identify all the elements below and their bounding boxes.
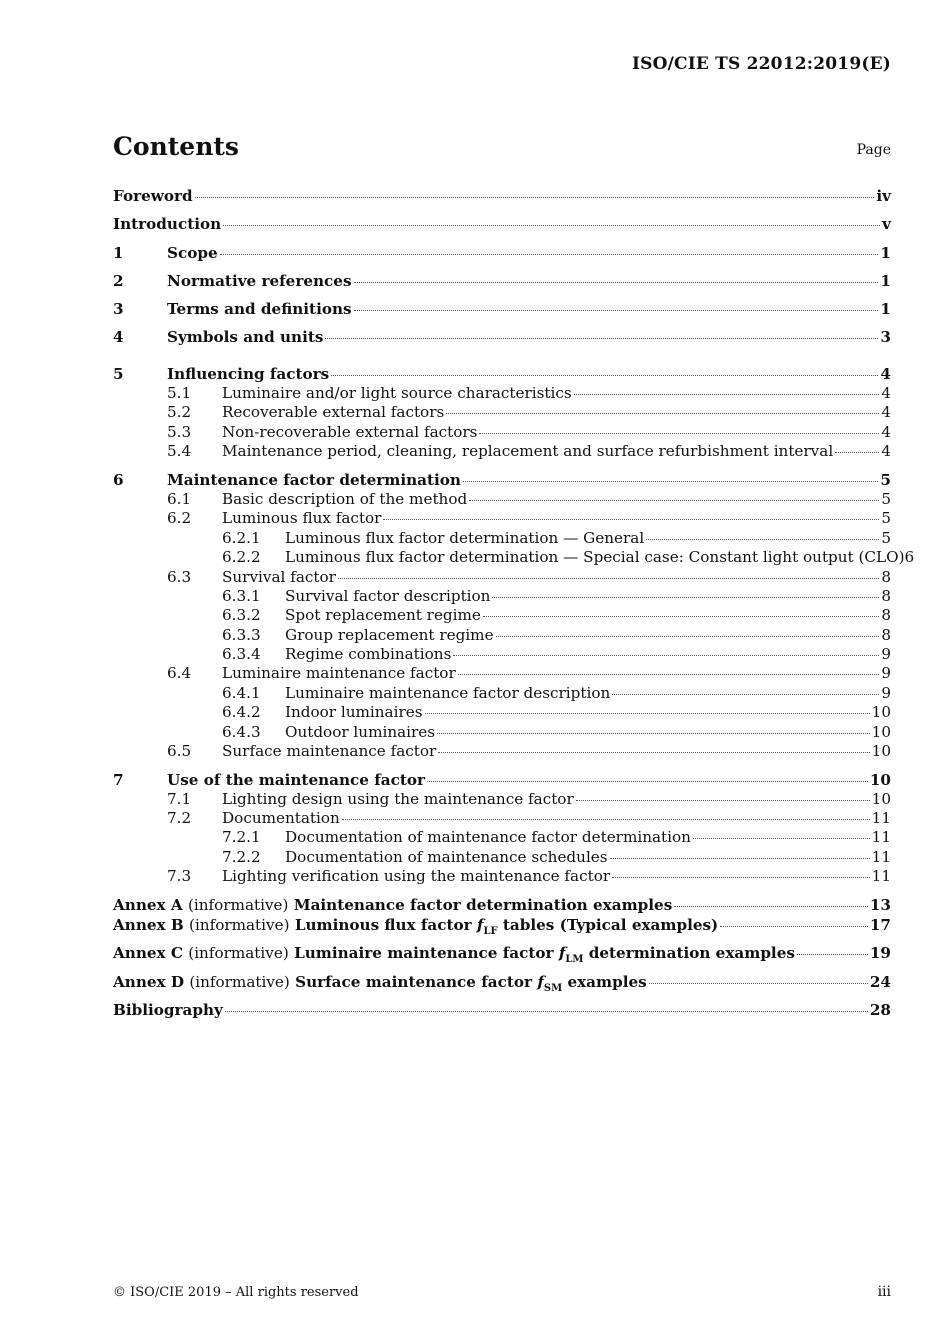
toc-entry-6-4-3[interactable] xyxy=(113,723,891,742)
toc-title xyxy=(113,943,795,970)
toc-page: 10 xyxy=(871,722,891,741)
dot-leader xyxy=(446,412,879,414)
dot-leader xyxy=(223,224,880,226)
toc-title: Bibliography xyxy=(113,1001,223,1020)
toc-page: 9 xyxy=(881,664,891,683)
toc-number: 6 xyxy=(113,470,124,489)
toc-title xyxy=(113,895,672,915)
toc-title: Survival factor description xyxy=(285,586,491,605)
toc-entry-6-2-1[interactable] xyxy=(113,529,891,548)
toc-page: 11 xyxy=(871,809,891,828)
toc-title xyxy=(113,915,718,942)
annex-type: (informative) xyxy=(188,944,289,963)
dot-leader xyxy=(646,538,879,540)
toc-page: 10 xyxy=(871,789,891,808)
annex-symbol: f xyxy=(476,915,484,934)
toc-page: 10 xyxy=(871,742,891,761)
toc-entry-annex-d[interactable] xyxy=(113,972,891,1001)
dot-leader xyxy=(576,799,870,801)
toc-entry-6-1[interactable] xyxy=(113,490,891,509)
toc-title: Indoor luminaires xyxy=(285,703,423,722)
annex-title-pre: Surface maintenance factor xyxy=(295,972,538,991)
annex-title-pre: Luminous flux factor xyxy=(294,915,477,934)
toc-title: Luminous flux factor xyxy=(222,509,382,528)
toc-title: Maintenance period, cleaning, replacement and surface refurbishment interval xyxy=(222,442,834,461)
dot-leader xyxy=(458,673,880,675)
toc-entry-6[interactable] xyxy=(113,470,891,490)
dot-leader xyxy=(325,337,878,339)
toc-number: 2 xyxy=(113,271,124,290)
toc-title: Lighting design using the maintenance factor xyxy=(222,789,574,808)
toc-page: 28 xyxy=(869,1001,891,1020)
document-id-header: ISO/CIE TS 22012:2019(E) xyxy=(631,54,891,74)
toc-title: Regime combinations xyxy=(285,645,452,664)
toc-page: 1 xyxy=(880,243,891,262)
toc-number: 7.1 xyxy=(167,789,192,808)
toc-title: Documentation of maintenance factor determination xyxy=(285,828,691,847)
toc-entry-6-5[interactable] xyxy=(113,742,891,761)
annex-title-post: examples xyxy=(562,972,647,991)
contents-heading: Contents xyxy=(113,132,240,161)
toc-entry-5-1[interactable] xyxy=(113,384,891,403)
toc-title: Symbols and units xyxy=(167,328,324,347)
toc-title: Influencing factors xyxy=(167,365,330,384)
toc-number: 1 xyxy=(113,243,124,262)
dot-leader xyxy=(354,281,879,283)
dot-leader xyxy=(469,499,879,501)
toc-title: Outdoor luminaires xyxy=(285,722,436,741)
toc-page: 10 xyxy=(869,770,891,789)
toc-number: 7 xyxy=(113,770,124,789)
toc-entry-bibliography[interactable] xyxy=(113,1000,891,1029)
dot-leader xyxy=(649,982,868,984)
toc-number: 6.2 xyxy=(167,509,192,528)
toc-page: v xyxy=(882,215,891,234)
toc-entry-6-3-1[interactable] xyxy=(113,587,891,606)
toc-title: Introduction xyxy=(113,215,222,234)
annex-type: (informative) xyxy=(189,915,290,934)
toc-page: 5 xyxy=(880,470,891,489)
toc-page: 3 xyxy=(880,328,891,347)
toc-page: 11 xyxy=(871,828,891,847)
toc-title: Spot replacement regime xyxy=(285,606,481,625)
toc-number: 6.4.3 xyxy=(222,722,261,741)
toc-number: 6.2.1 xyxy=(222,528,261,547)
toc-page: 8 xyxy=(881,567,891,586)
toc-title: Scope xyxy=(167,243,218,262)
toc-number: 6.1 xyxy=(167,489,192,508)
toc-entry-6-4-1[interactable] xyxy=(113,684,891,703)
toc-number: 6.3.2 xyxy=(222,606,261,625)
toc-page: 4 xyxy=(881,384,891,403)
toc-entry-3[interactable] xyxy=(113,299,891,327)
table-of-contents xyxy=(113,186,915,1029)
toc-entry-7-2-2[interactable] xyxy=(113,848,891,867)
toc-entry-annex-a[interactable] xyxy=(113,895,891,915)
dot-leader xyxy=(720,925,868,927)
toc-page: 11 xyxy=(871,867,891,886)
toc-entry-4[interactable] xyxy=(113,327,891,355)
toc-entry-7-3[interactable] xyxy=(113,867,891,886)
annex-title-post: tables (Typical examples) xyxy=(497,915,719,934)
toc-title: Maintenance factor determination xyxy=(167,470,461,489)
toc-entry-6-3-2[interactable] xyxy=(113,606,891,625)
toc-number: 5.3 xyxy=(167,422,192,441)
toc-title: Luminaire maintenance factor xyxy=(222,664,456,683)
toc-title: Basic description of the method xyxy=(222,489,468,508)
dot-leader xyxy=(797,953,868,955)
annex-symbol: f xyxy=(558,944,566,963)
toc-title: Group replacement regime xyxy=(285,625,494,644)
toc-number: 5.1 xyxy=(167,384,192,403)
toc-entry-6-2-2[interactable] xyxy=(113,548,915,567)
toc-title xyxy=(113,972,647,999)
dot-leader xyxy=(338,577,879,579)
copyright-notice: © ISO/CIE 2019 – All rights reserved xyxy=(113,1285,359,1300)
toc-page: 8 xyxy=(881,586,891,605)
toc-entry-7-2-1[interactable] xyxy=(113,828,891,847)
toc-number: 6.4 xyxy=(167,664,192,683)
annex-title-post: determination examples xyxy=(583,944,795,963)
toc-entry-1[interactable] xyxy=(113,243,891,271)
annex-type: (informative) xyxy=(189,972,290,991)
dot-leader xyxy=(693,837,870,839)
toc-entry-foreword[interactable] xyxy=(113,186,891,214)
toc-number: 5 xyxy=(113,365,124,384)
toc-title: Recoverable external factors xyxy=(222,403,445,422)
toc-page: 5 xyxy=(881,528,891,547)
toc-number: 7.3 xyxy=(167,867,192,886)
dot-leader xyxy=(342,818,870,820)
dot-leader xyxy=(453,654,879,656)
toc-number: 5.4 xyxy=(167,442,192,461)
toc-number: 6.3.3 xyxy=(222,625,261,644)
annex-label: Annex C xyxy=(113,944,183,963)
dot-leader xyxy=(574,393,880,395)
toc-page: 6 xyxy=(904,548,915,567)
toc-entry-5-2[interactable] xyxy=(113,403,891,422)
dot-leader xyxy=(835,451,879,453)
toc-number: 7.2.2 xyxy=(222,847,261,866)
dot-leader xyxy=(225,1010,868,1012)
annex-title: Maintenance factor determination examples xyxy=(293,895,673,914)
toc-page: 17 xyxy=(869,915,891,934)
toc-entry-2[interactable] xyxy=(113,271,891,299)
toc-title: Luminaire and/or light source characteristics xyxy=(222,384,572,403)
toc-entry-5[interactable] xyxy=(113,364,891,384)
dot-leader xyxy=(383,518,879,520)
toc-entry-introduction[interactable] xyxy=(113,214,891,242)
toc-title: Documentation of maintenance schedules xyxy=(285,847,608,866)
toc-title: Surface maintenance factor xyxy=(222,742,437,761)
toc-page: 9 xyxy=(881,683,891,702)
dot-leader xyxy=(427,780,868,782)
toc-number: 6.3.1 xyxy=(222,586,261,605)
toc-entry-6-3-4[interactable] xyxy=(113,645,891,664)
toc-number: 6.4.2 xyxy=(222,703,261,722)
toc-title: Luminaire maintenance factor description xyxy=(285,683,611,702)
annex-label: Annex B xyxy=(113,915,184,934)
toc-page: 24 xyxy=(869,972,891,991)
toc-page: iv xyxy=(876,187,891,205)
toc-title: Foreword xyxy=(113,187,193,205)
dot-leader xyxy=(195,196,875,198)
dot-leader xyxy=(496,635,880,637)
toc-number: 6.3 xyxy=(167,567,192,586)
toc-entry-7-2[interactable] xyxy=(113,809,891,828)
toc-number: 6.2.2 xyxy=(222,548,261,567)
toc-number: 5.2 xyxy=(167,403,192,422)
toc-title: Documentation xyxy=(222,809,340,828)
dot-leader xyxy=(612,876,870,878)
page-number: iii xyxy=(877,1284,891,1300)
toc-title: Terms and definitions xyxy=(167,300,352,319)
dot-leader xyxy=(331,374,878,376)
toc-page: 4 xyxy=(881,422,891,441)
toc-entry-6-2[interactable] xyxy=(113,509,891,528)
toc-number: 7.2.1 xyxy=(222,828,261,847)
toc-entry-6-3[interactable] xyxy=(113,568,891,587)
toc-entry-5-3[interactable] xyxy=(113,423,891,442)
toc-page: 10 xyxy=(871,703,891,722)
dot-leader xyxy=(354,309,879,311)
page-column-label: Page xyxy=(856,142,891,158)
toc-title: Lighting verification using the maintenance factor xyxy=(222,867,611,886)
toc-entry-annex-b[interactable] xyxy=(113,915,891,944)
toc-page: 5 xyxy=(881,509,891,528)
toc-number: 6.3.4 xyxy=(222,645,261,664)
toc-number: 7.2 xyxy=(167,809,192,828)
dot-leader xyxy=(674,905,868,907)
annex-label: Annex A xyxy=(113,895,183,914)
annex-type: (informative) xyxy=(187,895,289,914)
toc-page: 4 xyxy=(880,365,891,384)
dot-leader xyxy=(463,480,878,482)
toc-title: Luminous flux factor determination — Special case: Constant light output (CLO) xyxy=(285,548,905,567)
toc-entry-5-4[interactable] xyxy=(113,442,891,461)
dot-leader xyxy=(612,693,879,695)
annex-label: Annex D xyxy=(113,972,185,991)
dot-leader xyxy=(438,751,869,753)
toc-title: Normative references xyxy=(167,271,352,290)
dot-leader xyxy=(220,253,879,255)
toc-page: 19 xyxy=(869,944,891,963)
dot-leader xyxy=(610,857,870,859)
toc-number: 4 xyxy=(113,328,124,347)
dot-leader xyxy=(425,712,870,714)
annex-symbol-subscript: SM xyxy=(543,982,563,994)
toc-entry-6-4-2[interactable] xyxy=(113,703,891,722)
toc-entry-6-4[interactable] xyxy=(113,664,891,683)
toc-title: Use of the maintenance factor xyxy=(167,770,425,789)
toc-number: 3 xyxy=(113,300,124,319)
toc-page: 1 xyxy=(880,300,891,319)
dot-leader xyxy=(483,615,879,617)
toc-entry-annex-c[interactable] xyxy=(113,943,891,972)
dot-leader xyxy=(437,732,870,734)
toc-title: Non-recoverable external factors xyxy=(222,422,478,441)
toc-page: 9 xyxy=(881,645,891,664)
toc-page: 4 xyxy=(881,403,891,422)
toc-title: Luminous flux factor determination — General xyxy=(285,528,645,547)
toc-number: 6.5 xyxy=(167,742,192,761)
toc-page: 11 xyxy=(871,847,891,866)
toc-entry-6-3-3[interactable] xyxy=(113,626,891,645)
annex-title-pre: Luminaire maintenance factor xyxy=(294,944,559,963)
annex-symbol-subscript: LF xyxy=(483,925,498,937)
toc-title: Survival factor xyxy=(222,567,336,586)
toc-page: 5 xyxy=(881,489,891,508)
toc-entry-7-1[interactable] xyxy=(113,790,891,809)
toc-entry-7[interactable] xyxy=(113,770,891,790)
toc-page: 8 xyxy=(881,625,891,644)
toc-page: 1 xyxy=(880,271,891,290)
dot-leader xyxy=(479,432,879,434)
annex-symbol: f xyxy=(537,972,544,991)
annex-symbol-subscript: LM xyxy=(565,954,584,966)
dot-leader xyxy=(492,596,879,598)
toc-page: 13 xyxy=(869,895,891,914)
toc-page: 4 xyxy=(881,442,891,461)
toc-number: 6.4.1 xyxy=(222,683,261,702)
toc-page: 8 xyxy=(881,606,891,625)
